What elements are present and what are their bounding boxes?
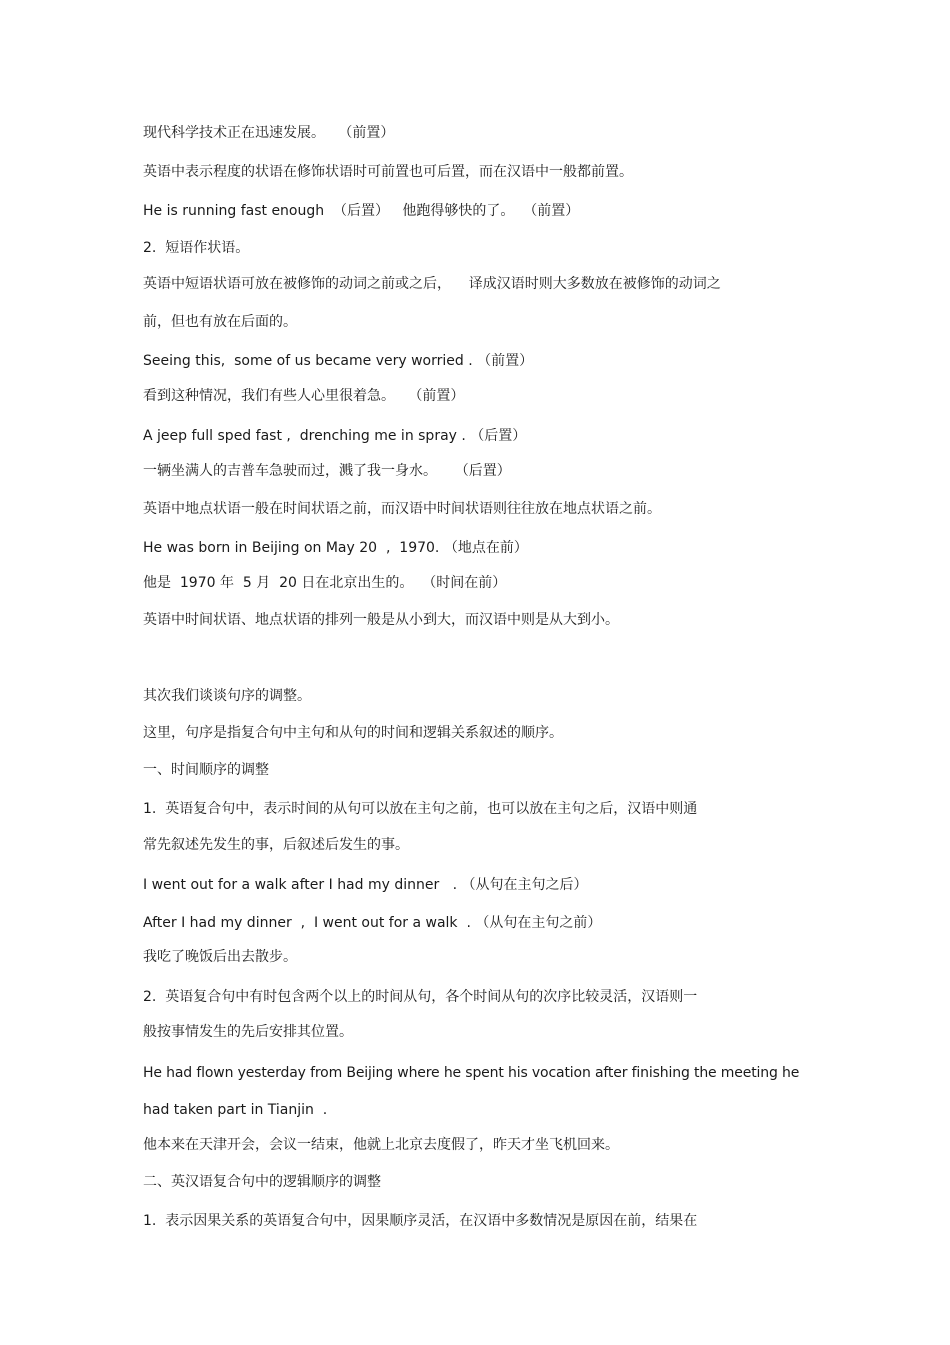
section-heading: 二、英汉语复合句中的逻辑顺序的调整 — [143, 1174, 381, 1190]
text-line: 他本来在天津开会，会议一结束，他就上北京去度假了，昨天才坐飞机回来。 — [143, 1137, 619, 1153]
text-line: 1. 英语复合句中，表示时间的从句可以放在主句之前，也可以放在主句之后，汉语中则通 — [143, 801, 698, 817]
text-line: 这里，句序是指复合句中主句和从句的时间和逻辑关系叙述的顺序。 — [143, 725, 563, 741]
text-line: A jeep full sped fast , drenching me in spray . （后置） — [143, 428, 527, 444]
text-line: 他是 1970 年 5 月 20 日在北京出生的。 （时间在前） — [143, 575, 507, 591]
text-line: 般按事情发生的先后安排其位置。 — [143, 1024, 353, 1040]
text-line: 常先叙述先发生的事，后叙述后发生的事。 — [143, 837, 409, 853]
text-line: 英语中地点状语一般在时间状语之前，而汉语中时间状语则往往放在地点状语之前。 — [143, 501, 661, 517]
text-line: 英语中表示程度的状语在修饰状语时可前置也可后置，而在汉语中一般都前置。 — [143, 164, 633, 180]
text-line: 一辆坐满人的吉普车急驶而过，溅了我一身水。 （后置） — [143, 463, 511, 479]
text-line: 现代科学技术正在迅速发展。 （前置） — [143, 125, 395, 141]
text-line: 2. 短语作状语。 — [143, 240, 250, 256]
text-line: He was born in Beijing on May 20 , 1970. （地点在前） — [143, 540, 528, 556]
text-line: 英语中时间状语、地点状语的排列一般是从小到大，而汉语中则是从大到小。 — [143, 612, 619, 628]
text-line: had taken part in Tianjin . — [143, 1102, 328, 1118]
text-line: 1. 表示因果关系的英语复合句中，因果顺序灵活，在汉语中多数情况是原因在前，结果在 — [143, 1213, 698, 1229]
text-line: I went out for a walk after I had my dinner . （从句在主句之后） — [143, 877, 588, 893]
text-line: 前，但也有放在后面的。 — [143, 314, 297, 330]
text-line: 我吃了晚饭后出去散步。 — [143, 949, 297, 965]
text-line: 2. 英语复合句中有时包含两个以上的时间从句，各个时间从句的次序比较灵活，汉语则一 — [143, 989, 698, 1005]
text-line: He had flown yesterday from Beijing where he spent his vocation after finishing the meeting he — [143, 1065, 800, 1081]
section-heading: 一、时间顺序的调整 — [143, 762, 269, 778]
text-line: 其次我们谈谈句序的调整。 — [143, 688, 311, 704]
text-line: Seeing this, some of us became very worried . （前置） — [143, 353, 534, 369]
text-line: 看到这种情况，我们有些人心里很着急。 （前置） — [143, 388, 465, 404]
text-line: He is running fast enough （后置） 他跑得够快的了。 （前置） — [143, 203, 580, 219]
text-line: After I had my dinner , I went out for a walk . （从句在主句之前） — [143, 915, 602, 931]
text-line: 英语中短语状语可放在被修饰的动词之前或之后， 译成汉语时则大多数放在被修饰的动词之 — [143, 276, 721, 292]
